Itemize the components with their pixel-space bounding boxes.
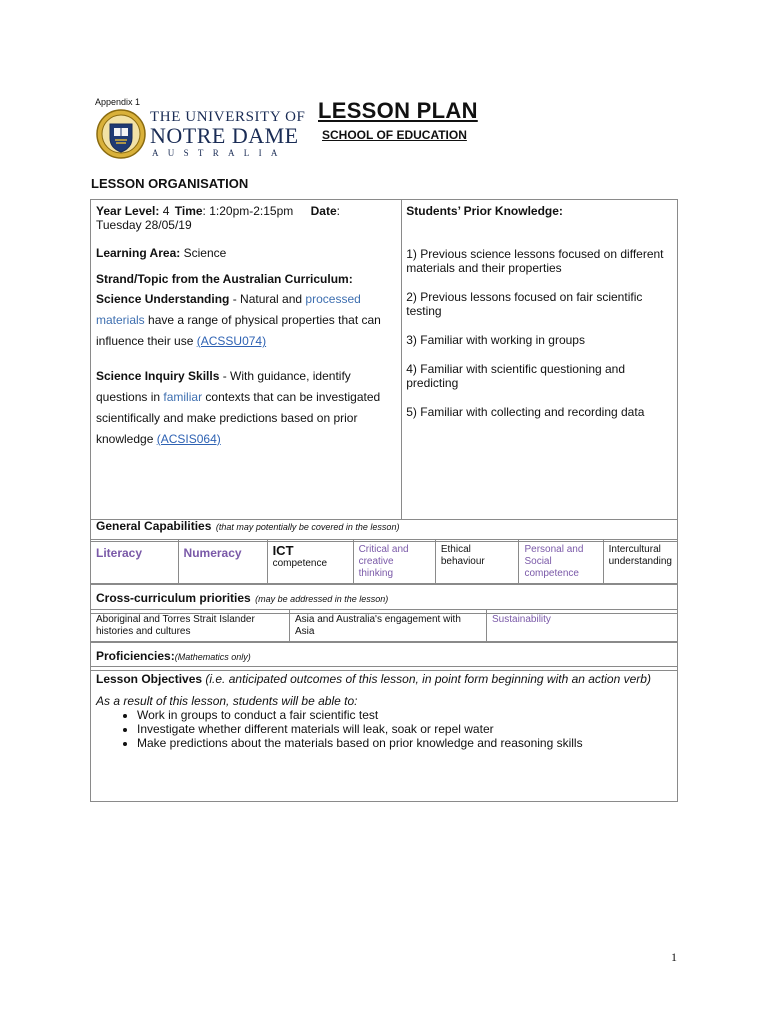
prior-knowledge-item: 2) Previous lessons focused on fair scientific testing xyxy=(406,290,643,318)
objective-item: • Make predictions about the materials based on prior knowledge and reasoning skills xyxy=(137,736,672,750)
su-text-2: have a range of physical properties that can influence their use xyxy=(96,313,381,348)
general-capabilities-row xyxy=(90,539,678,584)
su-label: Science Understanding xyxy=(96,292,230,306)
cross-curriculum-label: Cross-curriculum priorities xyxy=(96,591,251,605)
acssu074-link[interactable]: (ACSSU074) xyxy=(196,334,267,348)
university-name-line3: AUSTRALIA xyxy=(152,148,287,158)
objectives-note: (i.e. anticipated outcomes of this lesson, in point form beginning with an action verb) xyxy=(202,672,651,686)
priority-asia: Asia and Australia's engagement with Asia xyxy=(295,614,461,637)
date-colon: : xyxy=(336,204,340,218)
learning-area-label: Learning Area: xyxy=(96,246,181,260)
general-capabilities-note: (that may potentially be covered in the lesson) xyxy=(215,522,400,532)
acsis064-link[interactable]: (ACSIS064) xyxy=(156,432,221,446)
su-text: - Natural and xyxy=(229,292,306,306)
sis-text: - With guidance, identify questions in xyxy=(96,369,351,404)
cross-curriculum-row xyxy=(90,609,678,642)
prior-knowledge-item: 5) Familiar with collecting and recording data xyxy=(406,405,645,419)
university-name-line1: THE UNIVERSITY OF xyxy=(150,109,306,125)
capability-intercultural: Intercultural understanding xyxy=(608,544,672,567)
priority-sustainability: Sustainability xyxy=(492,614,551,625)
objective-item: • Work in groups to conduct a fair scientific test xyxy=(137,708,672,722)
time-value: : 1:20pm-2:15pm xyxy=(202,204,294,218)
capability-personal-social: Personal and Social competence xyxy=(524,544,584,579)
prior-knowledge-item: 4) Familiar with scientific questioning and predicting xyxy=(406,362,626,390)
objectives-intro: As a result of this lesson, students will be able to: xyxy=(96,694,358,708)
university-name-line2: NOTRE DAME xyxy=(150,123,299,148)
strand-heading: Strand/Topic from the Australian Curriculum: xyxy=(96,272,353,286)
objectives-label: Lesson Objectives xyxy=(96,672,203,686)
section-heading: LESSON ORGANISATION xyxy=(91,176,249,191)
appendix-label: Appendix 1 xyxy=(95,97,141,107)
su-materials: materials xyxy=(96,313,145,327)
lesson-objectives xyxy=(90,666,678,802)
capability-ethical: Ethical behaviour xyxy=(440,544,485,567)
university-crest-icon xyxy=(96,108,146,160)
su-processed: processed xyxy=(305,292,361,306)
year-level-value: 4 xyxy=(162,204,170,218)
cross-curriculum-note: (may be addressed in the lesson) xyxy=(255,594,389,604)
capability-ict-sub: competence xyxy=(272,558,328,569)
prior-knowledge-item: 3) Familiar with working in groups xyxy=(406,333,585,347)
page-number: 1 xyxy=(671,950,677,964)
date-label: Date xyxy=(310,204,337,218)
general-capabilities-label: General Capabilities xyxy=(96,519,212,533)
capability-ict: ICT xyxy=(272,543,294,558)
lesson-details-cell xyxy=(91,200,402,520)
time-label: Time xyxy=(174,204,203,218)
proficiencies-note: (Mathematics only) xyxy=(174,652,251,662)
capability-numeracy: Numeracy xyxy=(183,546,242,560)
prior-knowledge-heading: Students’ Prior Knowledge: xyxy=(406,204,563,218)
priority-aboriginal: Aboriginal and Torres Strait Islander histories and cultures xyxy=(96,614,255,637)
capability-critical-thinking: Critical and creative thinking xyxy=(358,544,409,579)
page-subtitle: SCHOOL OF EDUCATION xyxy=(322,128,467,142)
learning-area-value: Science xyxy=(183,246,227,260)
sis-familiar: familiar xyxy=(163,390,203,404)
sis-label: Science Inquiry Skills xyxy=(96,369,220,383)
science-inquiry-skills xyxy=(96,366,396,450)
page-title: LESSON PLAN xyxy=(318,98,478,123)
year-level-label: Year Level: xyxy=(96,204,160,218)
science-understanding xyxy=(96,289,396,352)
general-capabilities-header xyxy=(90,514,678,542)
date-value: Tuesday 28/05/19 xyxy=(96,218,192,232)
prior-knowledge-cell xyxy=(402,200,678,520)
organisation-table xyxy=(90,199,678,520)
sis-text-2: contexts that can be investigated scientifically and make predictions based on prior knowledge xyxy=(96,390,381,446)
proficiencies-label: Proficiencies: xyxy=(96,649,175,663)
objective-item: • Investigate whether different materials will leak, soak or repel water xyxy=(137,722,672,736)
prior-knowledge-item: 1) Previous science lessons focused on different materials and their properties xyxy=(406,247,664,275)
capability-literacy: Literacy xyxy=(96,546,143,560)
